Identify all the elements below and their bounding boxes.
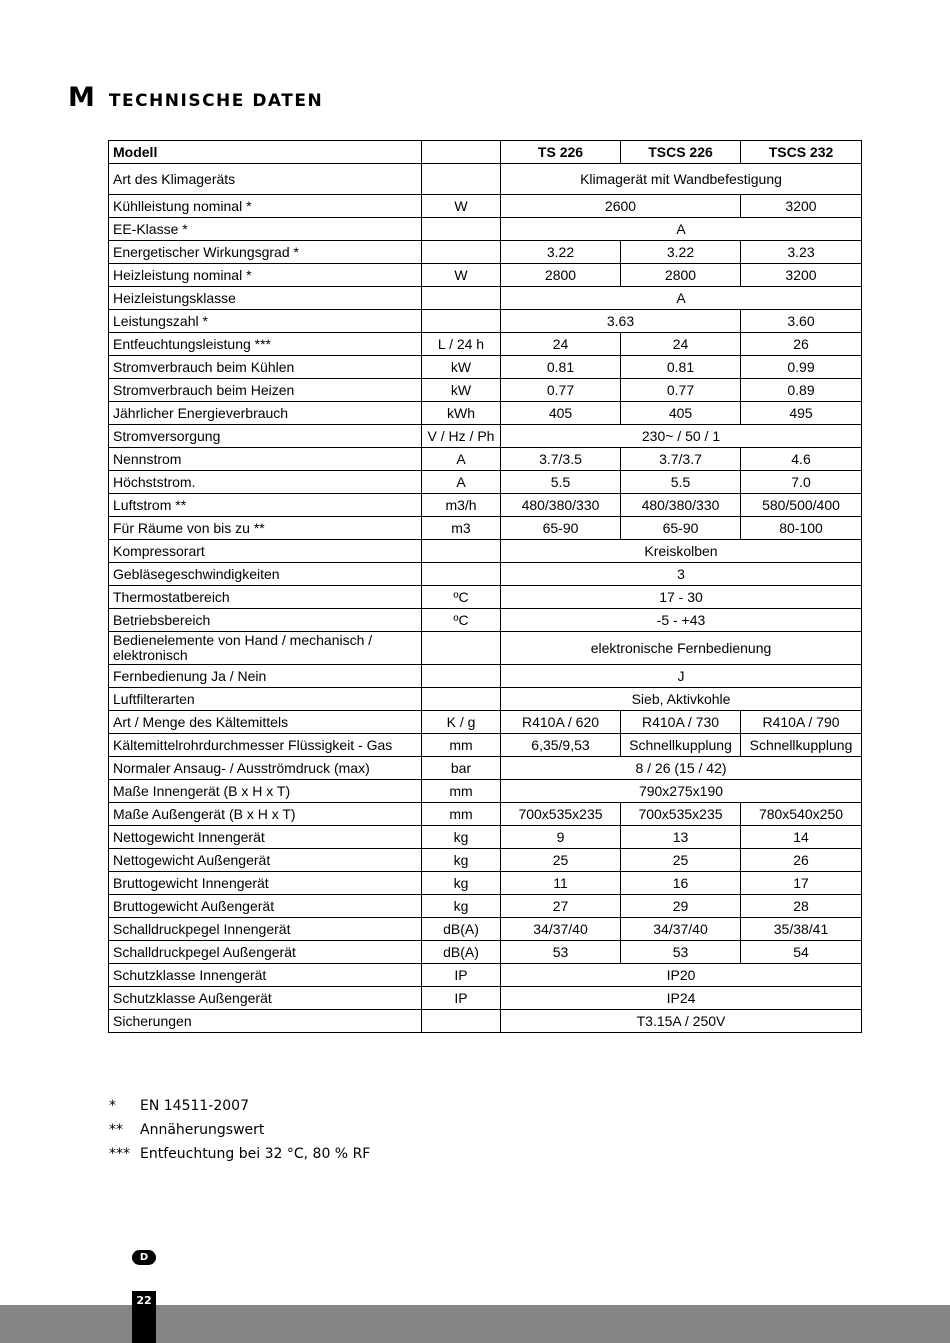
row-label: Stromverbrauch beim Heizen (109, 379, 422, 402)
row-value-tscs232: 4.6 (741, 448, 862, 471)
row-value-ts226: 24 (501, 333, 621, 356)
footnote-mark: *** (109, 1146, 130, 1162)
row-value-all-models: Klimagerät mit Wandbefestigung (501, 164, 862, 195)
row-value-ts226: 3.22 (501, 241, 621, 264)
row-value-ts226: 27 (501, 895, 621, 918)
row-value-tscs226: 16 (621, 872, 741, 895)
table-row (109, 918, 862, 941)
row-unit: bar (422, 757, 501, 780)
row-value-all-models: 790x275x190 (501, 780, 862, 803)
row-unit (422, 563, 501, 586)
row-label: Thermostatbereich (109, 586, 422, 609)
table-row (109, 1010, 862, 1033)
row-unit: A (422, 471, 501, 494)
row-unit: IP (422, 987, 501, 1010)
table-row (109, 448, 862, 471)
table-row (109, 609, 862, 632)
table-row (109, 471, 862, 494)
row-value-tscs232: 495 (741, 402, 862, 425)
row-label: Nettogewicht Außengerät (109, 849, 422, 872)
row-value-tscs226: 29 (621, 895, 741, 918)
row-value-tscs226: Schnellkupplung (621, 734, 741, 757)
row-unit: kWh (422, 402, 501, 425)
row-unit: K / g (422, 711, 501, 734)
row-value-tscs226: 3.7/3.7 (621, 448, 741, 471)
row-value-all-models: IP24 (501, 987, 862, 1010)
row-unit (422, 218, 501, 241)
section-title: TECHNISCHE DATEN (108, 91, 324, 111)
row-unit (422, 164, 501, 195)
row-value-tscs232: 0.89 (741, 379, 862, 402)
row-unit (422, 1010, 501, 1033)
table-row (109, 665, 862, 688)
header-cell-tscs226: TSCS 226 (621, 141, 741, 164)
footnote-mark: ** (109, 1122, 123, 1138)
row-unit: IP (422, 964, 501, 987)
row-value-tscs232: Schnellkupplung (741, 734, 862, 757)
row-value-tscs226: 2800 (621, 264, 741, 287)
row-value-all-models: -5 - +43 (501, 609, 862, 632)
row-unit: kW (422, 379, 501, 402)
row-value-tscs232: 35/38/41 (741, 918, 862, 941)
row-label: Bruttogewicht Außengerät (109, 895, 422, 918)
row-label: EE-Klasse * (109, 218, 422, 241)
table-row (109, 494, 862, 517)
row-value-ts226: 53 (501, 941, 621, 964)
row-label: Luftfilterarten (109, 688, 422, 711)
row-value-tscs232: 26 (741, 849, 862, 872)
row-value-ts226: 34/37/40 (501, 918, 621, 941)
row-value-tscs226: 3.22 (621, 241, 741, 264)
section-letter: M (68, 82, 95, 113)
row-label: Normaler Ansaug- / Ausströmdruck (max) (109, 757, 422, 780)
header-cell-ts226: TS 226 (501, 141, 621, 164)
row-unit (422, 632, 501, 665)
row-label: Schalldruckpegel Innengerät (109, 918, 422, 941)
row-value-tscs232: 3.60 (741, 310, 862, 333)
table-row (109, 941, 862, 964)
row-unit: kg (422, 895, 501, 918)
row-value-tscs232: 3200 (741, 264, 862, 287)
row-value-tscs226: R410A / 730 (621, 711, 741, 734)
footnote-text: Entfeuchtung bei 32 °C, 80 % RF (140, 1146, 371, 1162)
language-badge: D (132, 1250, 156, 1265)
row-label: Heizleistungsklasse (109, 287, 422, 310)
row-unit: mm (422, 734, 501, 757)
table-row (109, 540, 862, 563)
row-label: Schutzklasse Innengerät (109, 964, 422, 987)
table-row (109, 780, 862, 803)
row-value-ts226: 0.81 (501, 356, 621, 379)
footnote-text: Annäherungswert (140, 1122, 265, 1138)
row-unit: m3 (422, 517, 501, 540)
row-unit (422, 310, 501, 333)
row-unit: kg (422, 872, 501, 895)
row-unit: kg (422, 849, 501, 872)
table-row (109, 379, 862, 402)
row-label: Energetischer Wirkungsgrad * (109, 241, 422, 264)
table-header-row (109, 141, 862, 164)
row-value-tscs232: 580/500/400 (741, 494, 862, 517)
table-row (109, 218, 862, 241)
table-row (109, 287, 862, 310)
row-value-ts226: R410A / 620 (501, 711, 621, 734)
row-value-tscs226: 480/380/330 (621, 494, 741, 517)
row-value-tscs226: 0.77 (621, 379, 741, 402)
row-label: Art des Klimageräts (109, 164, 422, 195)
row-unit: ºC (422, 586, 501, 609)
header-cell-tscs232: TSCS 232 (741, 141, 862, 164)
row-label: Stromversorgung (109, 425, 422, 448)
footnote-text: EN 14511-2007 (140, 1098, 249, 1114)
row-label: Bruttogewicht Innengerät (109, 872, 422, 895)
table-row (109, 757, 862, 780)
row-unit (422, 287, 501, 310)
row-value-all-models: 230~ / 50 / 1 (501, 425, 862, 448)
row-label: Leistungszahl * (109, 310, 422, 333)
page-number: 22 (132, 1291, 156, 1343)
row-value-tscs232: 14 (741, 826, 862, 849)
row-unit: dB(A) (422, 918, 501, 941)
row-label: Schutzklasse Außengerät (109, 987, 422, 1010)
row-unit: W (422, 264, 501, 287)
row-label: Kältemittelrohrdurchmesser Flüssigkeit - Gas (109, 734, 422, 757)
row-value-all-models: 17 - 30 (501, 586, 862, 609)
row-value-ts226: 6,35/9,53 (501, 734, 621, 757)
row-value-all-models: IP20 (501, 964, 862, 987)
row-value-ts226: 0.77 (501, 379, 621, 402)
row-value-tscs232: 780x540x250 (741, 803, 862, 826)
row-value-all-models: Kreiskolben (501, 540, 862, 563)
row-value-ts226: 11 (501, 872, 621, 895)
row-label: Nennstrom (109, 448, 422, 471)
row-unit: mm (422, 803, 501, 826)
row-value-tscs232: 80-100 (741, 517, 862, 540)
row-value-tscs226: 0.81 (621, 356, 741, 379)
row-unit: ºC (422, 609, 501, 632)
row-value-tscs232: 54 (741, 941, 862, 964)
row-value-ts226: 25 (501, 849, 621, 872)
table-row (109, 264, 862, 287)
table-row (109, 356, 862, 379)
row-value-ts226: 2800 (501, 264, 621, 287)
row-label: Sicherungen (109, 1010, 422, 1033)
row-value-tscs232: 26 (741, 333, 862, 356)
row-value-all-models: A (501, 287, 862, 310)
row-label: Maße Außengerät (B x H x T) (109, 803, 422, 826)
row-value-all-models: A (501, 218, 862, 241)
row-value-tscs226: 5.5 (621, 471, 741, 494)
table-row (109, 964, 862, 987)
row-label: Maße Innengerät (B x H x T) (109, 780, 422, 803)
row-label: Gebläsegeschwindigkeiten (109, 563, 422, 586)
row-value-all-models: elektronische Fernbedienung (501, 632, 862, 665)
row-label: Bedienelemente von Hand / mechanisch / elektronisch (109, 632, 422, 665)
row-value-tscs226: 13 (621, 826, 741, 849)
row-value-tscs232: 3200 (741, 195, 862, 218)
row-value-tscs232: 7.0 (741, 471, 862, 494)
row-value-ts226: 405 (501, 402, 621, 425)
row-label: Für Räume von bis zu ** (109, 517, 422, 540)
table-row (109, 987, 862, 1010)
footnote (109, 1094, 370, 1118)
row-value-tscs232: R410A / 790 (741, 711, 862, 734)
technical-data-table (108, 140, 862, 1033)
row-value-ts226: 480/380/330 (501, 494, 621, 517)
table-row (109, 517, 862, 540)
row-value-tscs226: 700x535x235 (621, 803, 741, 826)
row-value-tscs232: 3.23 (741, 241, 862, 264)
row-value-ts226: 65-90 (501, 517, 621, 540)
row-label: Heizleistung nominal * (109, 264, 422, 287)
row-label: Art / Menge des Kältemittels (109, 711, 422, 734)
table-row (109, 734, 862, 757)
row-label: Entfeuchtungsleistung *** (109, 333, 422, 356)
row-label: Jährlicher Energieverbrauch (109, 402, 422, 425)
row-value-tscs226: 405 (621, 402, 741, 425)
row-value-all-models: Sieb, Aktivkohle (501, 688, 862, 711)
row-label: Luftstrom ** (109, 494, 422, 517)
table-row (109, 195, 862, 218)
row-unit: V / Hz / Ph (422, 425, 501, 448)
row-label: Betriebsbereich (109, 609, 422, 632)
row-value-all-models: 3 (501, 563, 862, 586)
row-value-ts226: 5.5 (501, 471, 621, 494)
header-cell-model: Modell (109, 141, 422, 164)
row-unit: m3/h (422, 494, 501, 517)
row-value-ts226-tscs226: 2600 (501, 195, 741, 218)
section-heading (68, 82, 323, 113)
row-unit (422, 241, 501, 264)
table-row (109, 241, 862, 264)
row-value-all-models: J (501, 665, 862, 688)
row-value-ts226: 700x535x235 (501, 803, 621, 826)
row-unit (422, 665, 501, 688)
table-row (109, 586, 862, 609)
table-row (109, 333, 862, 356)
row-value-tscs226: 34/37/40 (621, 918, 741, 941)
header-cell-unit (422, 141, 501, 164)
row-value-ts226-tscs226: 3.63 (501, 310, 741, 333)
table-row (109, 402, 862, 425)
row-label: Schalldruckpegel Außengerät (109, 941, 422, 964)
row-value-all-models: 8 / 26 (15 / 42) (501, 757, 862, 780)
row-value-ts226: 9 (501, 826, 621, 849)
footnote (109, 1118, 370, 1142)
row-value-tscs226: 53 (621, 941, 741, 964)
row-unit: dB(A) (422, 941, 501, 964)
table-row (109, 632, 862, 665)
row-unit: mm (422, 780, 501, 803)
row-unit: kW (422, 356, 501, 379)
row-unit (422, 540, 501, 563)
table-row (109, 164, 862, 195)
row-value-tscs232: 28 (741, 895, 862, 918)
footnote (109, 1142, 370, 1166)
row-unit: W (422, 195, 501, 218)
table-row (109, 310, 862, 333)
table-row (109, 803, 862, 826)
table-row (109, 563, 862, 586)
footnotes (109, 1094, 370, 1166)
row-value-tscs232: 0.99 (741, 356, 862, 379)
table-row (109, 425, 862, 448)
row-unit: A (422, 448, 501, 471)
row-value-ts226: 3.7/3.5 (501, 448, 621, 471)
table-row (109, 895, 862, 918)
row-value-all-models: T3.15A / 250V (501, 1010, 862, 1033)
table-row (109, 872, 862, 895)
table-row (109, 688, 862, 711)
row-unit (422, 688, 501, 711)
table-row (109, 826, 862, 849)
row-label: Fernbedienung Ja / Nein (109, 665, 422, 688)
row-label: Kühlleistung nominal * (109, 195, 422, 218)
row-value-tscs232: 17 (741, 872, 862, 895)
row-unit: kg (422, 826, 501, 849)
row-value-tscs226: 24 (621, 333, 741, 356)
footnote-mark: * (109, 1098, 116, 1114)
table-row (109, 849, 862, 872)
row-label: Höchststrom. (109, 471, 422, 494)
row-label: Nettogewicht Innengerät (109, 826, 422, 849)
row-label: Kompressorart (109, 540, 422, 563)
row-value-tscs226: 25 (621, 849, 741, 872)
table-row (109, 711, 862, 734)
row-unit: L / 24 h (422, 333, 501, 356)
row-label: Stromverbrauch beim Kühlen (109, 356, 422, 379)
row-value-tscs226: 65-90 (621, 517, 741, 540)
